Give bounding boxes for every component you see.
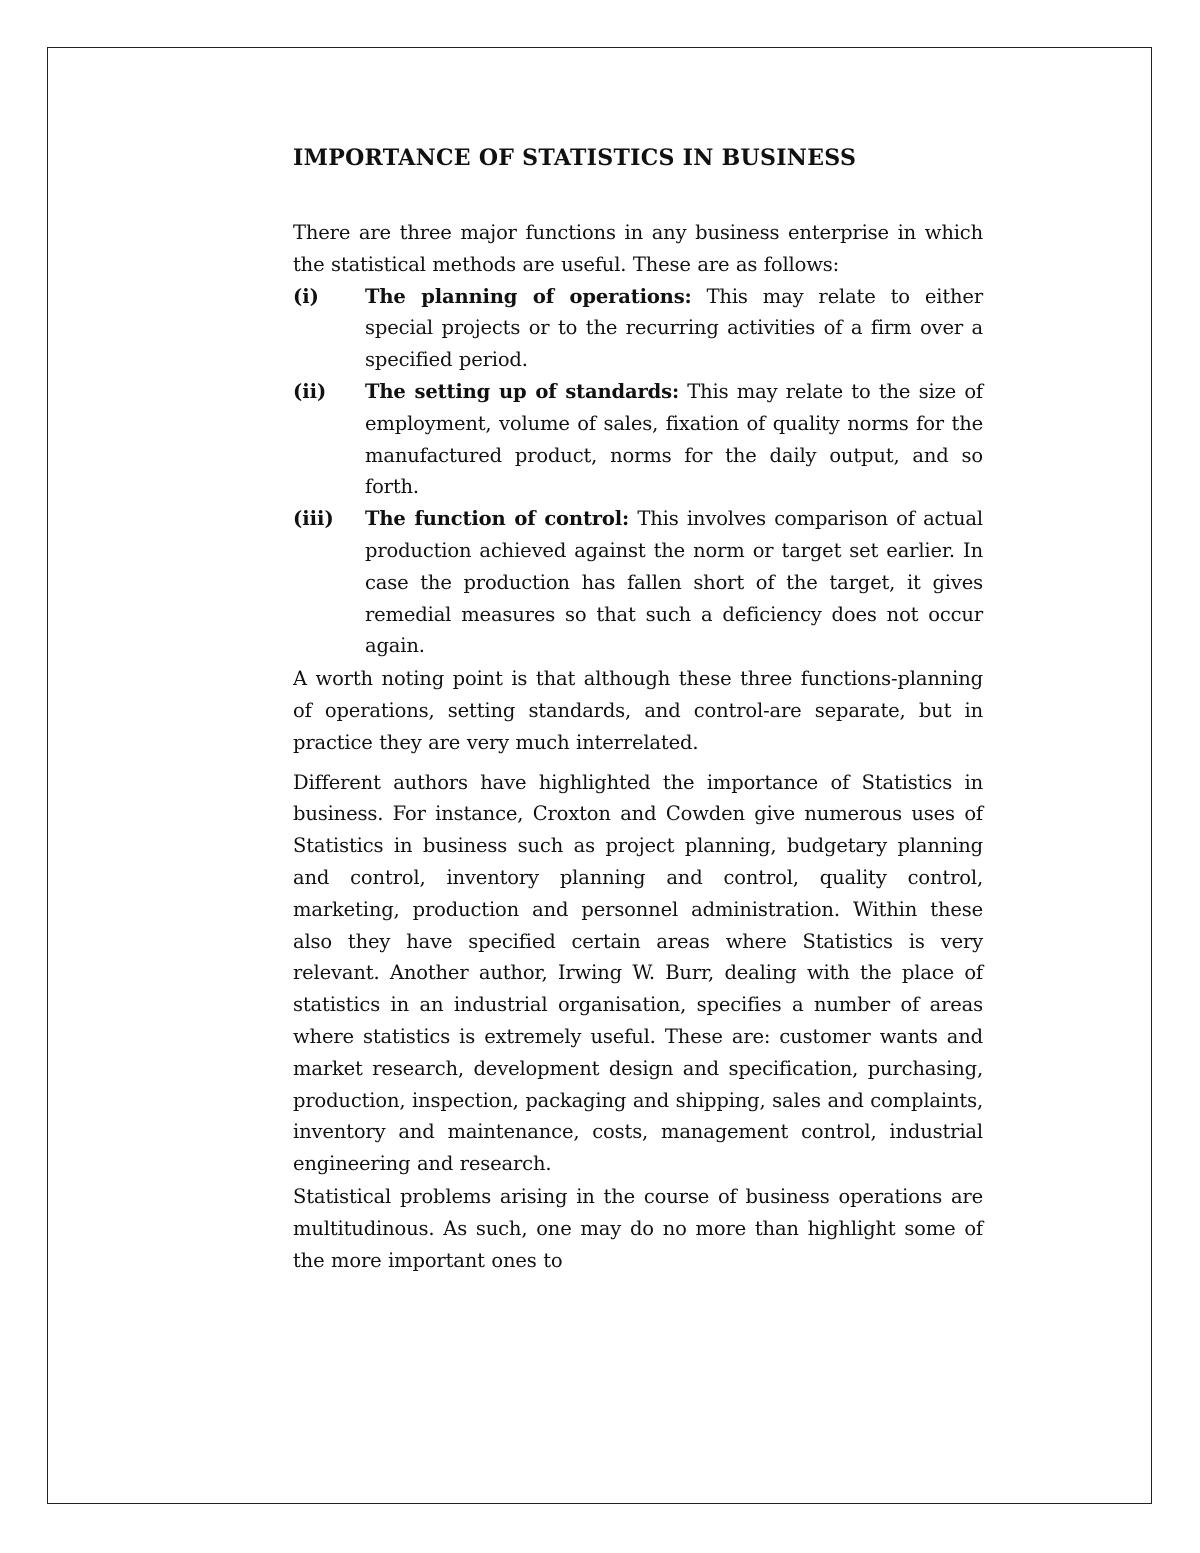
list-marker: (i) (293, 284, 319, 308)
list-item (293, 281, 983, 376)
list-item-description: This involves comparison of actual production achieved against the norm or target set earlier. In case the production has fallen short of the target, it gives remedial measures so that such a deficiency does not occur again. (365, 507, 983, 658)
page-title: IMPORTANCE OF STATISTICS IN BUSINESS (293, 145, 857, 171)
interrelation-paragraph: A worth noting point is that although these three functions-planning of operations, setting standards, and control-are separate, but in practice they are very much interrelated. (293, 667, 983, 754)
list-item-text (365, 281, 983, 376)
list-item-term: The function of control: (365, 507, 630, 531)
list-item (293, 503, 983, 662)
document-body (293, 143, 983, 1276)
authors-paragraph: Different authors have highlighted the importance of Statistics in business. For instance, Croxton and Cowden give numerous uses of Statistics in business such as project planning, budgetary planning and control, inventory planning and control, quality control, marketing, production and personnel administration. Within these also they have specified certain areas where Statistics is very relevant. Another author, Irwing W. Burr, dealing with the place of statistics in an industrial organisation, specifies a number of areas where statistics is extremely useful. These are: customer wants and market research, development design and specification, purchasing, production, inspection, packaging and shipping, sales and complaints, inventory and maintenance, costs, management control, industrial engineering and research. (293, 770, 983, 1176)
list-item-term: The setting up of standards: (365, 379, 679, 403)
list-item-description: This may relate to either special projects or to the recurring activities of a firm over a specified period. (365, 284, 983, 372)
list-marker: (iii) (293, 507, 334, 531)
list-item (293, 376, 983, 503)
list-marker: (ii) (293, 379, 327, 403)
list-item-description: This may relate to the size of employment, volume of sales, fixation of quality norms for the manufactured product, norms for the daily output, and so forth. (365, 379, 983, 499)
list-item-term: The planning of operations: (365, 284, 692, 308)
intro-paragraph: There are three major functions in any business enterprise in which the statistical methods are useful. These are as follows: (293, 221, 983, 276)
list-item-text (365, 376, 983, 503)
list-item-text (365, 503, 983, 662)
functions-list (293, 281, 983, 663)
problems-paragraph: Statistical problems arising in the course of business operations are multitudinous. As such, one may do no more than highlight some of the more important ones to (293, 1184, 983, 1272)
